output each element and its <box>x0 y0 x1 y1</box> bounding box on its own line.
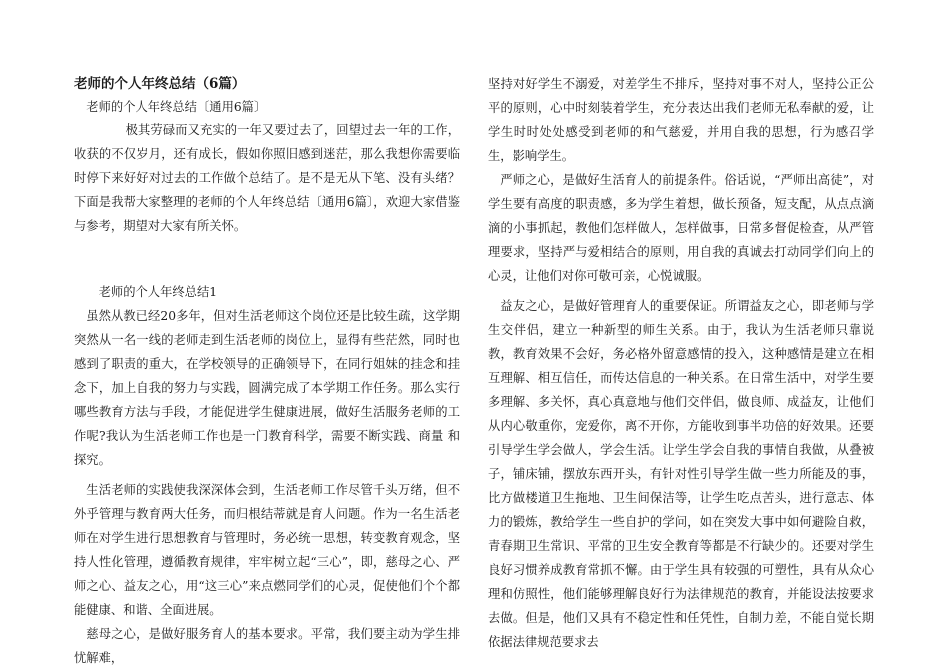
section-heading: 老师的个人年终总结1 <box>98 285 218 299</box>
body-paragraph: 慈母之心，是做好服务育人的基本要求。平常，我们要主动为学生排忧解难， <box>74 627 460 665</box>
intro-paragraph: 极其劳碌而又充实的一年又要过去了，回望过去一年的工作，收获的不仅岁月，还有成长，假如你照旧感到迷茫，那么我想你需要临时停下来好好对过去的工作做个总结了。是不是无从下笔、没有头绪？下面是我帮大家整理的老师的个人年终总结〔通用6篇〕，欢迎大家借鉴与参考，期望对大家有所关怀。 <box>74 123 460 233</box>
document-title: 老师的个人年终总结（6篇） <box>74 76 246 92</box>
body-paragraph: 益友之心，是做好管理育人的重要保证。所谓益友之心，即老师与学生交伴侣，建立一种新型的师生关系。由于，我认为生活老师只靠说教，教育效果不会好，务必格外留意感情的投入，这种感情是建立在相互理解、相互信任，而传达信息的一种关系。在日常生活中，对学生要多理解、多关怀，真心真意地与他们交伴侣，做良师、成益友，让他们从内心敬重你，宠爱你，离不开你，方能收到事半功倍的好效果。还要引导学生学会做人，学会生活。让学生学会自我的事情自我做，从叠被子，铺床铺，摆放东西开头，有针对性引导学生做一些力所能及的事，比方做楼道卫生拖地、卫生间保洁等，让学生吃点苦头，进行意志、体力的锻炼，教给学生一些自护的学问，如在突发大事中如何避险自救，青春期卫生常识、平常的卫生安全教育等都是不行缺少的。还要对学生良好习惯养成教育常抓不懈。由于学生具有较强的可塑性，具有从众心理和仿照性，他们能够理解良好行为法律规范的教育，并能设法按要求去做。但是，他们又具有不稳定性和任凭性，自制力差，不能自觉长期依据法律规范要求去 <box>488 299 874 649</box>
body-paragraph: 严师之心，是做好生活育人的前提条件。俗话说，“严师出高徒”，对学生要有高度的职责感，多为学生着想，做长预备，短支配，从点点滴滴的小事抓起，教他们怎样做人，怎样做事，日常多督促检查，从严管理要求，坚持严与爱相结合的原则，用自我的真诚去打动同学们向上的心灵，让他们对你可敬可亲，心悦诚服。 <box>488 173 874 283</box>
document-subtitle: 老师的个人年终总结〔通用6篇〕 <box>86 100 267 114</box>
body-paragraph: 虽然从教已经20多年，但对生活老师这个岗位还是比较生疏，这学期突然从一名一线的老师走到生活老师的岗位上，显得有些茫然，同时也感到了职责的重大，在学校领导的正确领导下，在同行姐妹的挂念和挂念下，加上自我的努力与实践，圆满完成了本学期工作任务。那么实行哪些教育方法与手段，才能促进学生健康进展，做好生活服务老师的工作呢?我认为生活老师工作也是一门教育科学，需要不断实践、商量 和探究。 <box>74 309 460 467</box>
body-paragraph: 坚持对好学生不溺爱，对差学生不排斥，坚持对事不对人，坚持公正公平的原则，心中时刻装着学生，充分表达出我们老师无私奉献的爱，让学生时时处处感受到老师的和气慈爱，并用自我的思想，行为感召学生，影响学生。 <box>488 77 874 163</box>
body-paragraph: 生活老师的实践使我深深体会到，生活老师工作尽管千头万绪，但不外乎管理与教育两大任务，而归根结蒂就是育人问题。作为一名生活老师在对学生进行思想教育与管理时，务必统一思想，转变教育观念，坚持人性化管理，遵循教育规律，牢牢树立起“三心”，即，慈母之心、严师之心、益友之心，用“这三心”来点燃同学们的心灵，促使他们个个都能健康、和谐、全面进展。 <box>74 483 460 617</box>
left-column <box>74 72 460 670</box>
right-column <box>488 72 874 654</box>
